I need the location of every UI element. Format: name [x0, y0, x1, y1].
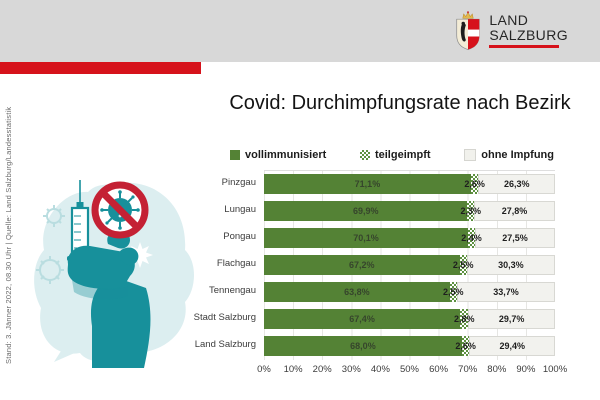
bar-row-stadt-salzburg	[264, 309, 555, 329]
x-axis-tick-10: 10%	[283, 364, 303, 375]
value-label-vollimmunisiert: 70,1%	[353, 233, 379, 243]
value-label-vollimmunisiert: 63,8%	[344, 287, 370, 297]
value-label-ohne-impfung: 26,3%	[503, 179, 530, 189]
value-label-teilgeimpft: 2,4%	[461, 233, 482, 243]
x-axis-tick-0: 0%	[257, 364, 271, 375]
bar-chart-plot	[264, 170, 555, 360]
value-label-teilgeimpft: 2,8%	[453, 314, 475, 324]
value-label-teilgeimpft: 2,5%	[443, 287, 464, 297]
value-label-teilgeimpft: 2,6%	[464, 179, 485, 189]
x-axis-tick-90: 90%	[516, 364, 536, 375]
bar-row-pinzgau	[264, 174, 555, 194]
value-label-vollimmunisiert: 67,2%	[349, 260, 375, 270]
red-accent-bar	[0, 62, 201, 74]
legend-item-ohne-impfung	[464, 149, 554, 161]
category-label-pongau: Pongau	[223, 231, 256, 242]
category-label-pinzgau: Pinzgau	[221, 177, 256, 188]
source-note: Stand: 3. Jänner 2022, 08.30 Uhr | Quelle: Land Salzburg/Landesstatistik	[4, 106, 13, 364]
value-label-ohne-impfung: 27,8%	[501, 206, 528, 216]
legend-item-teilgeimpft	[360, 149, 431, 161]
x-axis-tick-20: 20%	[312, 364, 332, 375]
legend-swatch-pattern-green-icon	[360, 150, 370, 160]
bar-row-lungau	[264, 201, 555, 221]
legend-swatch-solid-green-icon	[230, 150, 240, 160]
x-axis-tick-80: 80%	[487, 364, 507, 375]
category-label-flachgau: Flachgau	[216, 258, 256, 269]
bar-row-land-salzburg	[264, 336, 555, 356]
legend-swatch-light-gray-icon	[464, 149, 476, 161]
value-label-ohne-impfung: 33,7%	[493, 287, 519, 297]
category-label-tennengau: Tennengau	[208, 285, 256, 296]
logo-text-land: LAND	[489, 12, 529, 28]
category-label-lungau: Lungau	[224, 204, 256, 215]
legend-item-vollimmunisiert	[230, 149, 326, 161]
value-label-teilgeimpft: 2,5%	[452, 260, 474, 270]
value-label-ohne-impfung: 29,4%	[499, 341, 525, 351]
value-label-vollimmunisiert: 68,0%	[350, 341, 376, 351]
logo-text-salzburg: SALZBURG	[489, 27, 568, 44]
value-label-teilgeimpft: 2,3%	[460, 206, 482, 216]
chart-title: Covid: Durchimpfungsrate nach Bezirk	[229, 92, 571, 114]
value-label-vollimmunisiert: 67,4%	[349, 314, 375, 324]
value-label-ohne-impfung: 29,7%	[498, 314, 525, 324]
x-axis-tick-30: 30%	[341, 364, 361, 375]
value-label-vollimmunisiert: 69,9%	[352, 206, 379, 216]
x-axis-tick-50: 50%	[399, 364, 419, 375]
legend-label: vollimmunisiert	[245, 149, 327, 161]
category-label-land-salzburg: Land Salzburg	[194, 339, 256, 350]
salzburg-coat-of-arms-icon	[455, 10, 481, 50]
x-axis-tick-40: 40%	[370, 364, 390, 375]
land-salzburg-logo	[455, 10, 568, 50]
bar-row-flachgau	[264, 255, 555, 275]
bar-row-tennengau	[264, 282, 555, 302]
value-label-ohne-impfung: 30,3%	[498, 260, 524, 270]
value-label-teilgeimpft: 2,6%	[455, 341, 476, 351]
legend-label: teilgeimpft	[374, 149, 431, 161]
chart-legend	[230, 149, 554, 161]
x-axis-tick-60: 60%	[429, 364, 449, 375]
x-axis-tick-100: 100%	[542, 364, 568, 375]
x-axis-tick-70: 70%	[458, 364, 478, 375]
logo-red-underline	[489, 45, 559, 48]
legend-label: ohne Impfung	[481, 149, 554, 161]
value-label-vollimmunisiert: 71,1%	[354, 179, 381, 189]
category-label-stadt-salzburg: Stadt Salzburg	[193, 312, 256, 323]
value-label-ohne-impfung: 27,5%	[502, 233, 528, 243]
bar-row-pongau	[264, 228, 555, 248]
